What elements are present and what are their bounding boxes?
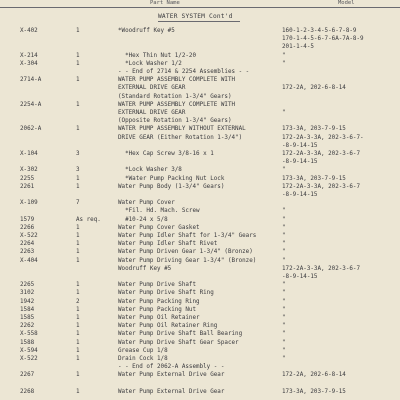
table-row: [0, 306, 400, 314]
description: WATER PUMP ASSEMBLY WITHOUT EXTERNAL: [118, 126, 246, 133]
table-row: [0, 125, 400, 133]
description: Water Pump External Drive Gear: [118, 388, 225, 395]
models: 172-2A-3-3A, 202-3-6-7: [282, 183, 361, 190]
description: *Lock Washer 3/8: [118, 167, 182, 174]
description: #10-24 x 5/8: [118, 216, 168, 223]
part-number: 2268: [20, 388, 35, 395]
table-row: [0, 93, 400, 101]
part-number: 1584: [20, 306, 35, 313]
table-row: [0, 166, 400, 174]
description: Water Pump Drive Shaft: [118, 282, 197, 289]
description: Water Pump Drive Shaft Ring: [118, 290, 214, 297]
description: *Lock Washer 1/2: [118, 60, 182, 67]
models: ": [282, 339, 286, 346]
part-number: X-522: [20, 233, 38, 239]
models: ": [282, 282, 286, 289]
quantity: 1: [76, 339, 80, 346]
part-number: 2254-A: [20, 101, 42, 108]
part-number: 2261: [20, 183, 35, 190]
quantity: 1: [76, 282, 80, 289]
description: Water Pump Body (1-3/4" Gears): [118, 183, 225, 190]
quantity: 1: [76, 306, 80, 313]
part-number: X-104: [20, 151, 38, 157]
quantity: 1: [76, 347, 80, 354]
description: Grease Cup 1/8: [118, 347, 168, 354]
models: ": [282, 306, 286, 313]
models: 201-1-4-5: [282, 44, 314, 51]
description: *Woodruff Key #5: [118, 28, 175, 34]
table-row: [0, 240, 400, 248]
part-number: X-402: [20, 28, 38, 34]
part-number: X-302: [20, 167, 38, 174]
models: ": [282, 298, 286, 305]
part-number: X-214: [20, 52, 38, 59]
table-row: [0, 183, 400, 191]
table-row: [0, 199, 400, 207]
table-row: [0, 330, 400, 338]
quantity: 1: [76, 224, 80, 231]
quantity: 1: [76, 183, 80, 190]
part-number: 2265: [20, 282, 35, 289]
description: *Fil. Hd. Mach. Screw: [118, 208, 200, 215]
table-row: [0, 191, 400, 199]
models: 173-3A, 203-7-9-15: [282, 388, 346, 395]
table-row: [0, 265, 400, 273]
part-number: 2264: [20, 241, 35, 248]
part-number: X-594: [20, 347, 38, 354]
table-row: [0, 322, 400, 330]
models: ": [282, 249, 286, 256]
part-number: 2714-A: [20, 77, 42, 84]
description: Water Pump Oil Retainer Ring: [118, 323, 218, 330]
models: -8-9-14-15: [282, 274, 318, 280]
description: Water Pump External Drive Gear: [118, 372, 225, 379]
table-row: [0, 117, 400, 125]
table-row: [0, 371, 400, 379]
description: Water Pump Oil Retainer: [118, 315, 200, 321]
description: *Hex Thin Nut 1/2-20: [118, 52, 197, 59]
header-rule: [0, 7, 400, 8]
models: ": [282, 208, 286, 215]
part-number: X-304: [20, 60, 38, 67]
quantity: 1: [76, 290, 80, 297]
models: ": [282, 224, 286, 231]
description: (Standard Rotation 1-3/4" Gears): [118, 93, 232, 100]
part-number: 2255: [20, 175, 35, 182]
models: ": [282, 241, 286, 248]
quantity: 1: [76, 126, 80, 133]
description: Water Pump Packing Ring: [118, 298, 200, 305]
quantity: 1: [76, 241, 80, 248]
table-row: [0, 314, 400, 322]
models: ": [282, 257, 286, 264]
description: *Water Pump Packing Nut Lock: [118, 175, 225, 182]
description: *Hex Cap Screw 3/8-16 x 1: [118, 151, 214, 157]
part-number: X-109: [20, 200, 38, 207]
description: Water Pump Drive Shaft Ball Bearing: [118, 331, 243, 338]
table-row: [0, 257, 400, 265]
models: 172-2A, 202-6-8-14: [282, 85, 346, 92]
description: WATER PUMP ASSEMBLY COMPLETE WITH: [118, 101, 236, 108]
table-row: [0, 347, 400, 355]
header-model: Model: [338, 0, 355, 6]
table-row: [0, 248, 400, 256]
part-number: 3102: [20, 290, 35, 297]
quantity: 1: [76, 249, 80, 256]
quantity: 1: [76, 77, 80, 84]
models: ": [282, 331, 286, 338]
description: Water Pump Idler Shaft for 1-3/4" Gears: [118, 233, 257, 239]
models: ": [282, 290, 286, 297]
models: 173-3A, 203-7-9-15: [282, 126, 346, 133]
part-number: 1942: [20, 298, 35, 305]
models: 160-1-2-3-4-5-6-7-8-9: [282, 28, 357, 34]
part-number: 1585: [20, 315, 35, 321]
table-row: [0, 175, 400, 183]
part-number: X-404: [20, 257, 38, 264]
description: EXTERNAL DRIVE GEAR: [118, 85, 186, 92]
quantity: 2: [76, 298, 80, 305]
description: EXTERNAL DRIVE GEAR: [118, 110, 186, 116]
models: 172-2A, 202-6-8-14: [282, 372, 346, 379]
table-row: [0, 281, 400, 289]
section-title-underline: [158, 21, 240, 22]
table-row: [0, 298, 400, 306]
description: - - End of 2062-A Assembly - -: [118, 364, 225, 371]
quantity: 3: [76, 167, 80, 174]
table-row: [0, 363, 400, 371]
table-row: [0, 388, 400, 396]
part-number: 1579: [20, 216, 35, 223]
table-row: [0, 224, 400, 232]
table-row: [0, 35, 400, 43]
quantity: 1: [76, 175, 80, 182]
quantity: 1: [76, 257, 80, 264]
models: ": [282, 110, 286, 116]
table-row: [0, 380, 400, 388]
part-number: X-558: [20, 331, 38, 338]
description: DRIVE GEAR (Either Rotation 1-3/4"): [118, 134, 243, 141]
description: Water Pump Packing Nut: [118, 306, 197, 313]
header-part-name: Part Name: [150, 0, 180, 6]
table-row: [0, 232, 400, 240]
models: ": [282, 315, 286, 321]
part-number: 2263: [20, 249, 35, 256]
table-row: [0, 273, 400, 281]
table-row: [0, 207, 400, 215]
models: ": [282, 347, 286, 354]
table-row: [0, 101, 400, 109]
table-row: [0, 27, 400, 35]
table-row: [0, 216, 400, 224]
part-number: 2267: [20, 372, 35, 379]
models: -8-9-14-15: [282, 142, 318, 149]
part-number: X-522: [20, 356, 38, 362]
table-row: [0, 60, 400, 68]
table-row: [0, 84, 400, 92]
description: Water Pump Drive Shaft Gear Spacer: [118, 339, 239, 346]
quantity: 7: [76, 200, 80, 207]
table-row: [0, 52, 400, 60]
description: - - End of 2714 & 2254 Assemblies - -: [118, 69, 250, 75]
part-number: 2266: [20, 224, 35, 231]
quantity: 3: [76, 151, 80, 157]
table-row: [0, 150, 400, 158]
models: ": [282, 233, 286, 239]
models: -8-9-14-15: [282, 192, 318, 198]
description: Water Pump Driving Gear 1-3/4" (Bronze): [118, 257, 257, 264]
table-row: [0, 109, 400, 117]
models: 170-1-4-5-6-7-6A-7A-8-9: [282, 36, 364, 43]
table-row: [0, 142, 400, 150]
quantity: 1: [76, 356, 80, 362]
section-title: WATER SYSTEM Cont'd: [158, 13, 233, 20]
description: WATER PUMP ASSEMBLY COMPLETE WITH: [118, 77, 236, 84]
table-row: [0, 76, 400, 84]
quantity: 1: [76, 315, 80, 321]
models: 172-2A-3-3A, 202-3-6-7-: [282, 134, 364, 141]
models: ": [282, 216, 286, 223]
models: 172-2A-3-3A, 202-3-6-7: [282, 151, 361, 157]
part-number: 2062-A: [20, 126, 42, 133]
quantity: 1: [76, 101, 80, 108]
models: ": [282, 356, 286, 362]
table-row: [0, 134, 400, 142]
models: ": [282, 167, 286, 174]
table-row: [0, 355, 400, 363]
part-number: 2262: [20, 323, 35, 330]
table-row: [0, 339, 400, 347]
description: Woodruff Key #5: [118, 265, 172, 272]
description: Water Pump Cover Gasket: [118, 224, 200, 231]
table-row: [0, 68, 400, 76]
quantity: 1: [76, 331, 80, 338]
description: Water Pump Cover: [118, 200, 175, 207]
quantity: 1: [76, 52, 80, 59]
quantity: 1: [76, 323, 80, 330]
quantity: As req.: [76, 216, 101, 223]
part-number: 1588: [20, 339, 35, 346]
table-row: [0, 43, 400, 51]
description: (Opposite Rotation 1-3/4" Gears): [118, 118, 232, 125]
models: 173-3A, 203-7-9-15: [282, 175, 346, 182]
models: 172-2A-3-3A, 202-3-6-7: [282, 265, 361, 272]
table-row: [0, 158, 400, 166]
models: -8-9-14-15: [282, 159, 318, 166]
quantity: 1: [76, 233, 80, 239]
quantity: 1: [76, 372, 80, 379]
description: Water Pump Driven Gear 1-3/4" (Bronze): [118, 249, 253, 256]
quantity: 1: [76, 60, 80, 67]
description: Water Pump Idler Shaft Rivet: [118, 241, 218, 248]
models: ": [282, 323, 286, 330]
quantity: 1: [76, 388, 80, 395]
description: Drain Cock 1/8: [118, 356, 168, 362]
table-row: [0, 289, 400, 297]
models: ": [282, 60, 286, 67]
quantity: 1: [76, 28, 80, 34]
models: ": [282, 52, 286, 59]
